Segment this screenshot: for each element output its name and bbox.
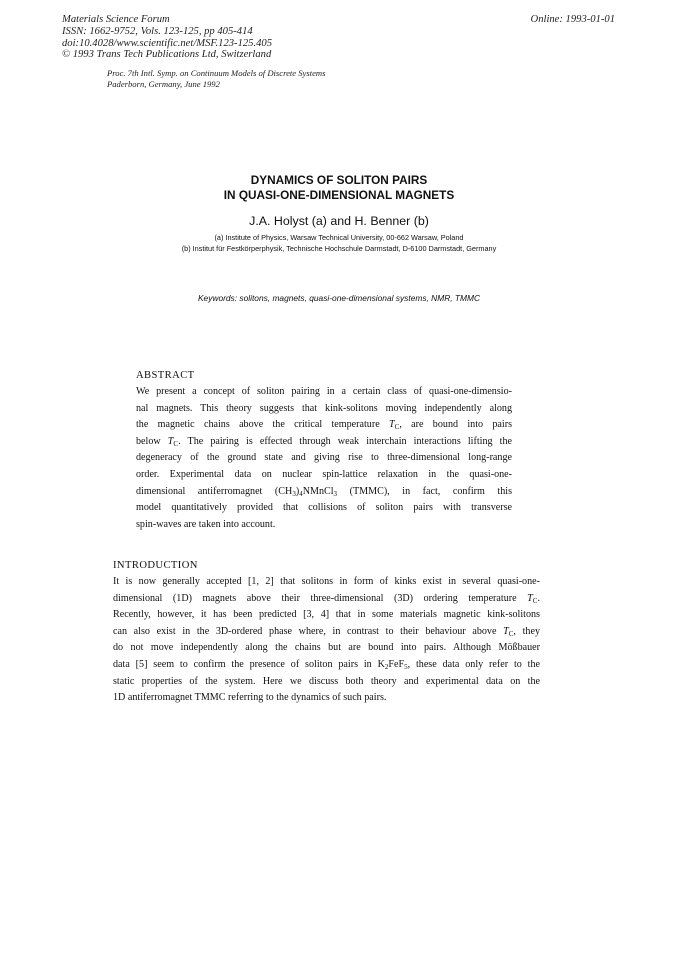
abstract-line: degeneracy of the ground state and giving rise to three-dimensional long-range [136, 452, 512, 464]
keywords-line: Keywords: solitons, magnets, quasi-one-dimensional systems, NMR, TMMC [197, 293, 481, 303]
doi-link[interactable]: doi:10.4028/www.scientific.net/MSF.123-125.405 [62, 37, 272, 49]
subscript-2: 2 [384, 662, 389, 671]
proceedings-note [107, 68, 325, 90]
abstract-line-text: , are bound into pairs [399, 419, 512, 431]
subscript-c: C [532, 596, 538, 605]
copyright-line: © 1993 Trans Tech Publications Ltd, Switzerland [62, 49, 272, 61]
subscript-c: C [508, 629, 514, 638]
abstract-line: We present a concept of soliton pairing in a certain class of quasi-one-dimensio- [136, 386, 512, 397]
issn-line: ISSN: 1662-9752, Vols. 123-125, pp 405-414 [62, 25, 253, 37]
affiliation-b: (b) Institut für Festkörperphysik, Technische Hochschule Darmstadt, D-6100 Darmstadt, Germany [181, 244, 497, 253]
affiliation-a: (a) Institute of Physics, Warsaw Technical University, 00-662 Warsaw, Poland [214, 233, 464, 242]
intro-line [113, 657, 540, 674]
abstract-line-text: dimensional antiferromagnet (CH [136, 485, 293, 497]
subscript-c: C [173, 439, 179, 448]
abstract-body [136, 384, 512, 533]
abstract-line: spin-waves are taken into account. [136, 518, 276, 530]
intro-line-text: . [537, 592, 540, 604]
author-list: J.A. Holyst (a) and H. Benner (b) [249, 214, 429, 228]
abstract-line-text: below [136, 435, 168, 447]
online-date-text: Online: 1993-01-01 [530, 14, 615, 25]
abstract-line-text: ) [295, 485, 300, 497]
subscript-5: 5 [404, 662, 408, 671]
intro-line [113, 591, 540, 608]
intro-line: 1D antiferromagnet TMMC referring to the dynamics of such pairs. [113, 692, 387, 704]
temperature-symbol: T [167, 435, 174, 447]
abstract-line-text: the magnetic chains above the critical temperature [136, 419, 390, 431]
online-date [531, 14, 615, 26]
subscript-3: 3 [333, 489, 338, 498]
paper-title [0, 173, 678, 202]
abstract-line-text: NMnCl [302, 485, 334, 497]
introduction-body [113, 574, 540, 707]
abstract-line [136, 484, 512, 501]
proceedings-line-2: Paderborn, Germany, June 1992 [107, 79, 220, 89]
subscript-c: C [394, 423, 400, 432]
title-line-1: DYNAMICS OF SOLITON PAIRS [250, 173, 428, 187]
temperature-symbol: T [503, 625, 509, 637]
journal-name: Materials Science Forum [62, 14, 170, 25]
subscript-3: 3 [292, 489, 296, 498]
intro-line-text: can also exist in the 3D-ordered phase where, in contrast to their behaviour above [113, 625, 504, 637]
abstract-line [136, 417, 512, 434]
intro-line-text: data [5] seem to confirm the presence of soliton pairs in K [113, 658, 385, 670]
intro-line-text: , they [513, 625, 540, 637]
introduction-heading: INTRODUCTION [113, 560, 198, 571]
abstract-line: nal magnets. This theory suggests that kink-solitons moving independently along [136, 402, 512, 414]
intro-line: Recently, however, it has been predicted [3, 4] that in some materials magnetic kink-solitons [113, 609, 540, 621]
subscript-4: 4 [299, 489, 303, 498]
temperature-symbol: T [389, 419, 395, 431]
journal-header [62, 14, 272, 61]
temperature-symbol: T [527, 592, 533, 604]
proceedings-line-1: Proc. 7th Intl. Symp. on Continuum Models of Discrete Systems [107, 68, 326, 78]
intro-line-text: FeF [388, 658, 405, 670]
title-line-2: IN QUASI-ONE-DIMENSIONAL MAGNETS [223, 187, 455, 202]
abstract-line: order. Experimental data on nuclear spin-lattice relaxation in the quasi-one- [136, 468, 512, 480]
abstract-line: model quantitatively provided that collisions of soliton pairs with transverse [136, 502, 512, 514]
intro-line-text: dimensional (1D) magnets above their three-dimensional (3D) ordering temperature [113, 592, 528, 604]
intro-line: It is now generally accepted [1, 2] that solitons in form of kinks exist in several quasi-one- [113, 576, 540, 587]
intro-line: do not move independently along the chains but are bound into pairs. Although Mößbauer [113, 642, 540, 654]
abstract-line [136, 434, 512, 451]
abstract-heading: ABSTRACT [136, 370, 195, 381]
intro-line: static properties of the system. Here we discuss both theory and experimental data on the [113, 675, 540, 687]
affiliations [0, 232, 678, 254]
abstract-line-text: . The pairing is effected through weak interchain interactions lifting the [178, 435, 512, 447]
abstract-line-text: (TMMC), in fact, confirm this [337, 485, 512, 497]
intro-line [113, 624, 540, 641]
intro-line-text: , these data only refer to the [407, 658, 540, 670]
